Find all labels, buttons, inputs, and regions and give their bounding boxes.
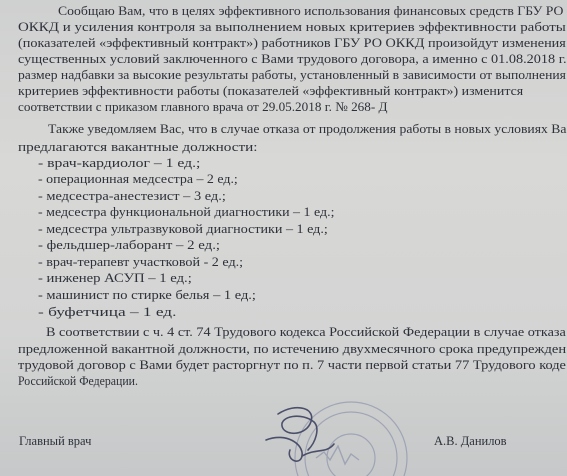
paragraph-line: соответствии с приказом главного врача от 29.05.2018 г. № 268- Д (18, 99, 388, 114)
vacancy-item: - медсестра функциональной диагностики – 1 ед.; (38, 205, 335, 219)
vacancy-item: - буфетчица – 1 ед. (38, 305, 177, 319)
round-stamp (295, 402, 407, 476)
vacancy-item: - врач-терапевт участковой - 2 ед.; (38, 255, 244, 269)
stamp-and-signature (256, 396, 426, 476)
paragraph-line: размер надбавки за высокие результаты работы, установленный в зависимости от выполнения (18, 67, 566, 82)
vacancy-item: - машинист по стирке белья – 1 ед.; (38, 288, 256, 302)
paragraph-line: Российской Федерации. (18, 373, 138, 388)
vacancy-item: - фельдшер-лаборант – 2 ед.; (38, 238, 221, 252)
paragraph-line: Также уведомляем Вас, что в случае отказа от продолжения работы в новых условиях Ва (48, 121, 567, 136)
vacancy-item: - медсестра ультразвуковой диагностики – 1 ед.; (38, 222, 328, 236)
paragraph-line: (показателей «эффективный контракт») работников ГБУ РО ОККД произойдут изменения (18, 35, 566, 50)
paragraph-line: существенных условий заключенного с Вами трудового договора, а именно с 01.08.2018 г. (18, 51, 567, 66)
paragraph-line: Сообщаю Вам, что в целях эффективного использования финансовых средств ГБУ РО (58, 3, 564, 18)
paragraph-line: предлагаются вакантные должности: (18, 139, 258, 154)
signatory-position: Главный врач (19, 434, 92, 448)
paragraph-line: критериев эффективности работы (показателей «эффективный контракт») изменится (18, 83, 524, 98)
paragraph-line: трудовой договор с Вами будет расторгнут по п. 7 части первой статьи 77 Трудового коде (18, 357, 566, 372)
paragraph-line: предложенной вакантной должности, по истечению двухмесячного срока предупрежден (18, 341, 567, 356)
vacancy-item: - операционная медсестра – 2 ед.; (38, 172, 238, 186)
paragraph-line: ОККД и усиления контроля за выполнением новых критериев эффективности работы (18, 19, 566, 34)
vacancy-item: - медсестра-анестезист – 3 ед.; (38, 189, 226, 203)
signatory-name: А.В. Данилов (434, 434, 507, 448)
vacancy-item: - врач-кардиолог – 1 ед.; (38, 156, 201, 170)
paragraph-line: В соответствии с ч. 4 ст. 74 Трудового кодекса Российской Федерации в случае отказа (46, 324, 566, 339)
vacancy-item: - инженер АСУП – 1 ед.; (38, 271, 192, 285)
